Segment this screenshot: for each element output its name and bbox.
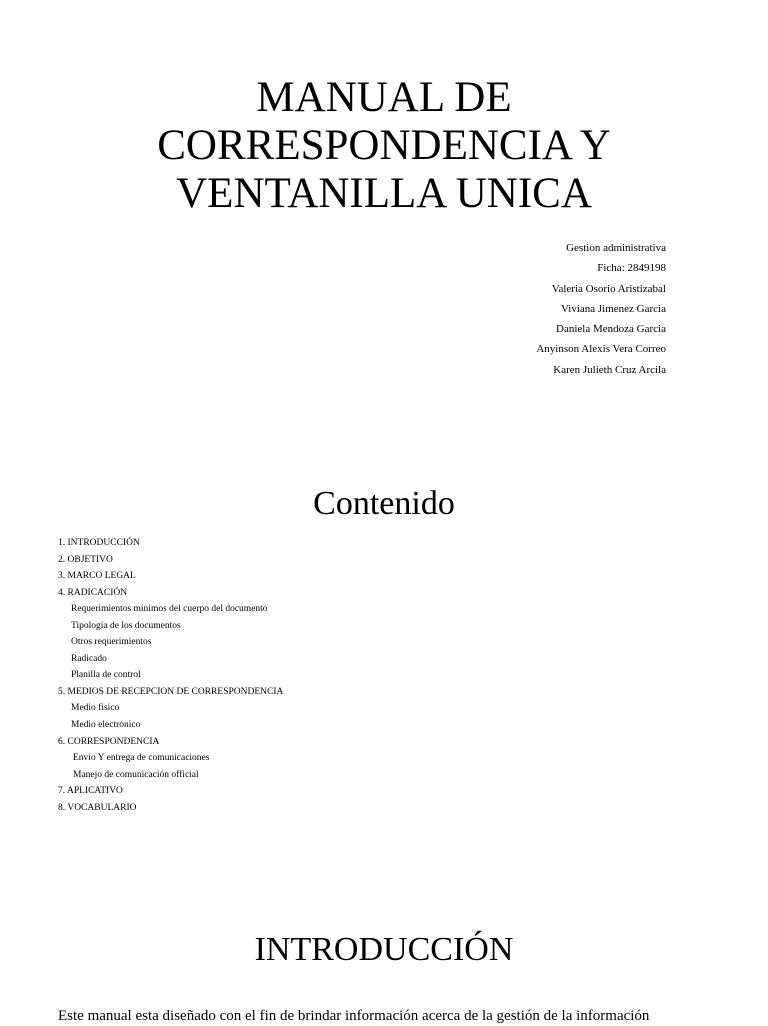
toc-subentry[interactable]: Medio electronico (71, 720, 141, 731)
toc-subentry[interactable]: Planilla de control (71, 670, 141, 681)
toc-entry[interactable]: 2. OBJETIVO (58, 554, 113, 565)
toc-entry[interactable]: 1. INTRODUCCIÓN (58, 538, 140, 548)
table-of-contents (58, 535, 283, 816)
intro-paragraph: Este manual esta diseñado con el fin de brindar información acerca de la gestión de la información (58, 1008, 650, 1024)
course-name: Gestion administrativa (566, 242, 666, 254)
author-block (536, 238, 666, 380)
toc-entry[interactable]: 4. RADICACIÓN (58, 587, 128, 598)
toc-subentry[interactable]: Medio fisico (71, 703, 120, 714)
title-line: MANUAL DE (256, 74, 512, 121)
toc-subentry[interactable]: Tipologia de los documentos (71, 620, 181, 631)
toc-entry[interactable]: 3. MARCO LEGAL (58, 571, 136, 582)
toc-entry[interactable]: 5. MEDIOS DE RECEPCION DE CORRESPONDENCIA (58, 686, 284, 697)
toc-subentry[interactable]: Radicado (71, 653, 107, 664)
toc-subentry[interactable]: Requerimientos mínimos del cuerpo del documento (71, 604, 268, 615)
toc-subentry[interactable]: Manejo de comunicación official (73, 769, 199, 780)
toc-entry[interactable]: 7. APLICATIVO (58, 786, 123, 797)
toc-entry[interactable]: 8. VOCABULARIO (58, 802, 137, 813)
author-name: Viviana Jimenez Garcia (560, 302, 666, 315)
author-name: Anyinson Alexis Vera Correo (536, 343, 666, 356)
ficha-number: Ficha: 2849198 (597, 262, 666, 275)
toc-heading: Contenido (313, 485, 455, 522)
intro-heading: INTRODUCCIÓN (254, 931, 514, 968)
toc-entry[interactable]: 6. CORRESPONDENCIA (58, 736, 160, 747)
title-line: CORRESPONDENCIA Y (157, 122, 611, 169)
author-name: Daniela Mendoza Garcia (556, 323, 666, 336)
toc-subentry[interactable]: Envío Y entrega de comunicaciones (73, 753, 210, 764)
author-name: Karen Julieth Cruz Arcila (553, 363, 666, 376)
title-line: VENTANILLA UNICA (176, 170, 592, 217)
author-name: Valeria Osorio Aristizabal (551, 282, 666, 295)
toc-subentry[interactable]: Otros requerimientos (71, 637, 152, 648)
document-title (0, 74, 768, 218)
